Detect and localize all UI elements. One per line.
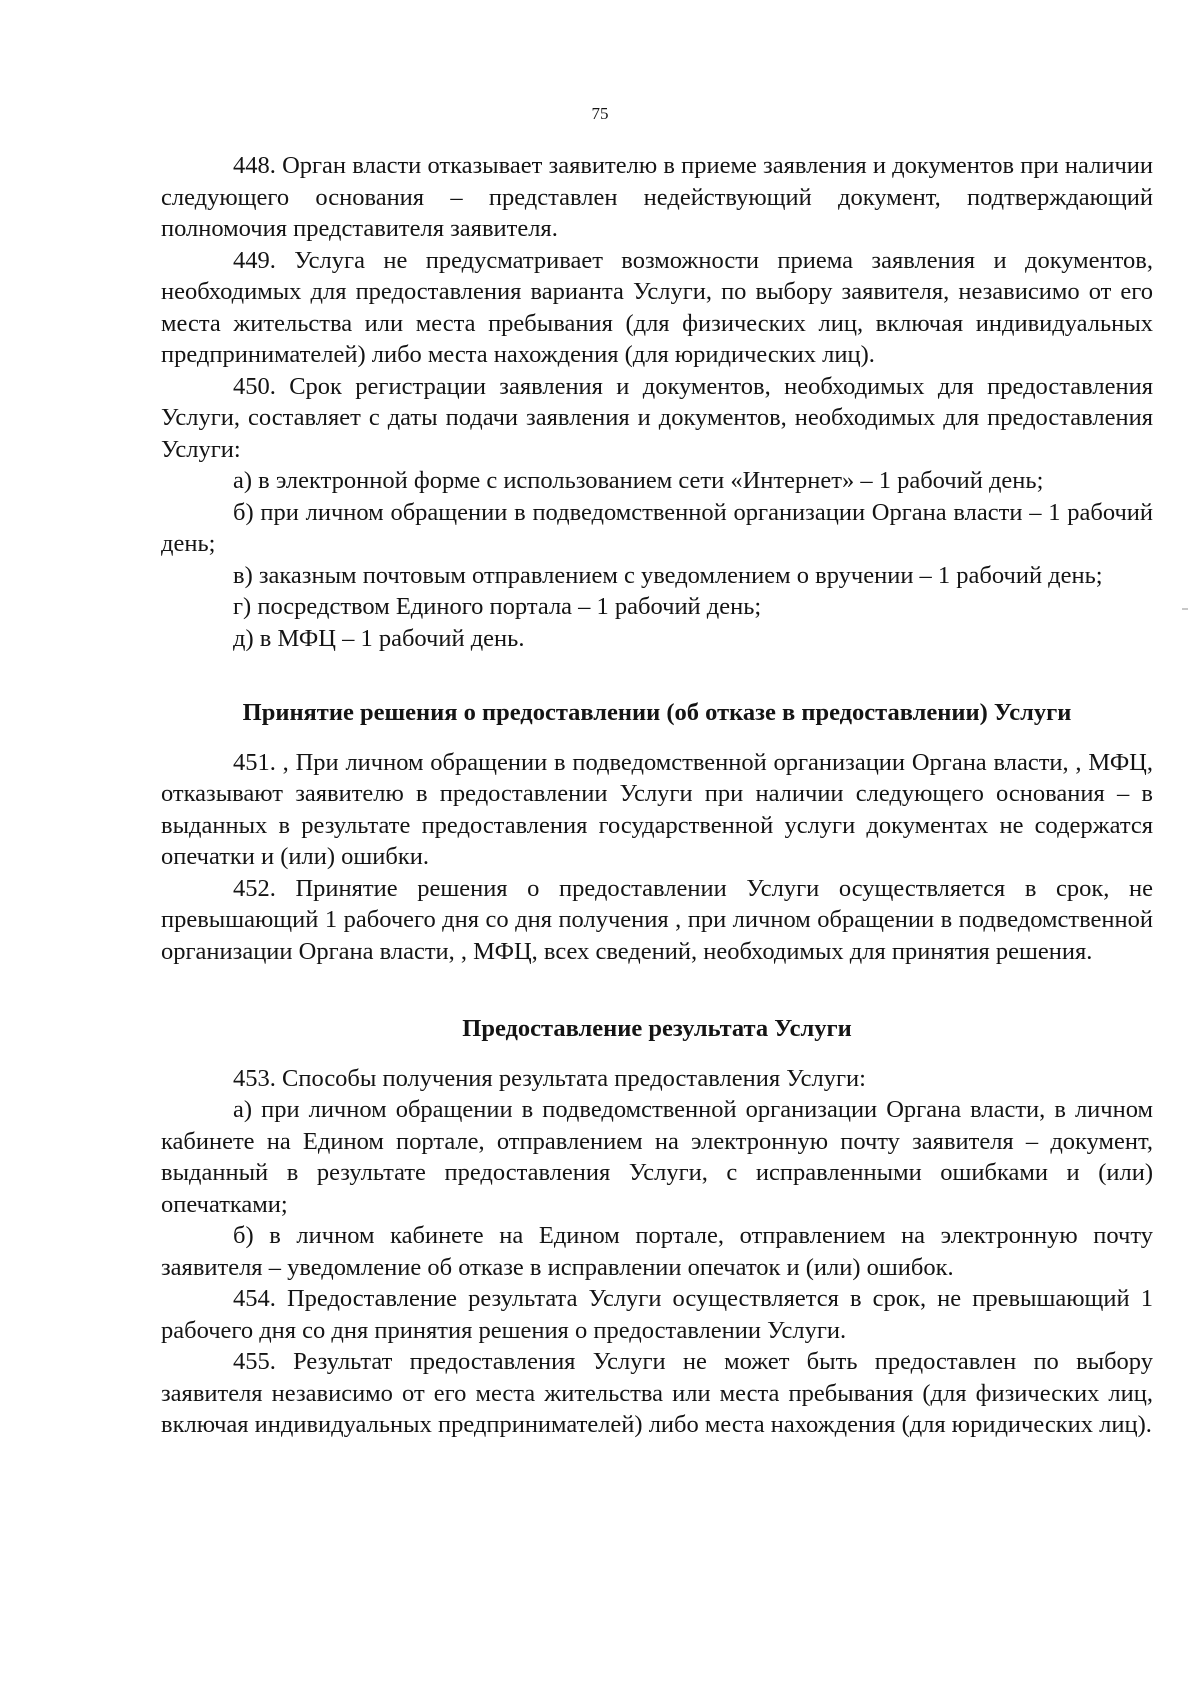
- section-heading-result: Предоставление результата Услуги: [462, 1015, 852, 1042]
- list-item-453-a: а) при личном обращении в подведомственной организации Органа власти, в личном кабинете на Едином портале, отправлением на электронную почту заявителя – документ, выданный в результате предоставления Услуги, с исправленными ошибками и (или) опечатками;: [161, 1096, 1153, 1218]
- document-body: [161, 150, 1153, 1441]
- paragraph-454: 454. Предоставление результата Услуги осуществляется в срок, не превышающий 1 рабочего дня со дня принятия решения о предоставлении Услуги.: [161, 1285, 1153, 1344]
- list-item-450-v: в) заказным почтовым отправлением с уведомлением о вручении – 1 рабочий день;: [233, 561, 1103, 589]
- page-number: 75: [591, 104, 609, 123]
- section-heading-decision: Принятие решения о предоставлении (об отказе в предоставлении) Услуги: [242, 699, 1072, 726]
- paragraph-448: 448. Орган власти отказывает заявителю в приеме заявления и документов при наличии следующего основания – представлен недействующий документ, подтверждающий полномочия представителя заявителя.: [161, 152, 1153, 242]
- list-item-450-g: г) посредством Единого портала – 1 рабочий день;: [233, 593, 762, 620]
- paragraph-451: 451. , При личном обращении в подведомственной организации Органа власти, , МФЦ, отказывают заявителю в предоставлении Услуги при наличии следующего основания – в выданных в результате предоставления государственной услуги документах не содержатся опечатки и (или) ошибки.: [161, 748, 1153, 870]
- scan-margin-mark: [1182, 608, 1188, 610]
- paragraph-455: 455. Результат предоставления Услуги не может быть предоставлен по выбору заявителя независимо от его места жительства или места пребывания (для физических лиц, включая индивидуальных предпринимателей) либо места нахождения (для юридических лиц).: [161, 1348, 1153, 1438]
- list-item-450-a: а) в электронной форме с использованием сети «Интернет» – 1 рабочий день;: [233, 467, 1044, 494]
- list-item-453-b: б) в личном кабинете на Едином портале, отправлением на электронную почту заявителя – уведомление об отказе в исправлении опечаток и (или) ошибок.: [161, 1222, 1153, 1281]
- list-item-450-b: б) при личном обращении в подведомственной организации Органа власти – 1 рабочий день;: [161, 498, 1153, 557]
- paragraph-453: 453. Способы получения результата предоставления Услуги:: [233, 1064, 866, 1092]
- list-item-450-d: д) в МФЦ – 1 рабочий день.: [233, 624, 525, 652]
- paragraph-449: 449. Услуга не предусматривает возможности приема заявления и документов, необходимых для предоставления варианта Услуги, по выбору заявителя, независимо от его места жительства или места пребывания (для физических лиц, включая индивидуальных предпринимателей) либо места нахождения (для юридических лиц).: [161, 246, 1153, 368]
- paragraph-450: 450. Срок регистрации заявления и документов, необходимых для предоставления Услуги, составляет с даты подачи заявления и документов, необходимых для предоставления Услуги:: [161, 372, 1153, 463]
- paragraph-452: 452. Принятие решения о предоставлении Услуги осуществляется в срок, не превышающий 1 рабочего дня со дня получения , при личном обращении в подведомственной организации Органа власти, , МФЦ, всех сведений, необходимых для принятия решения.: [161, 874, 1153, 965]
